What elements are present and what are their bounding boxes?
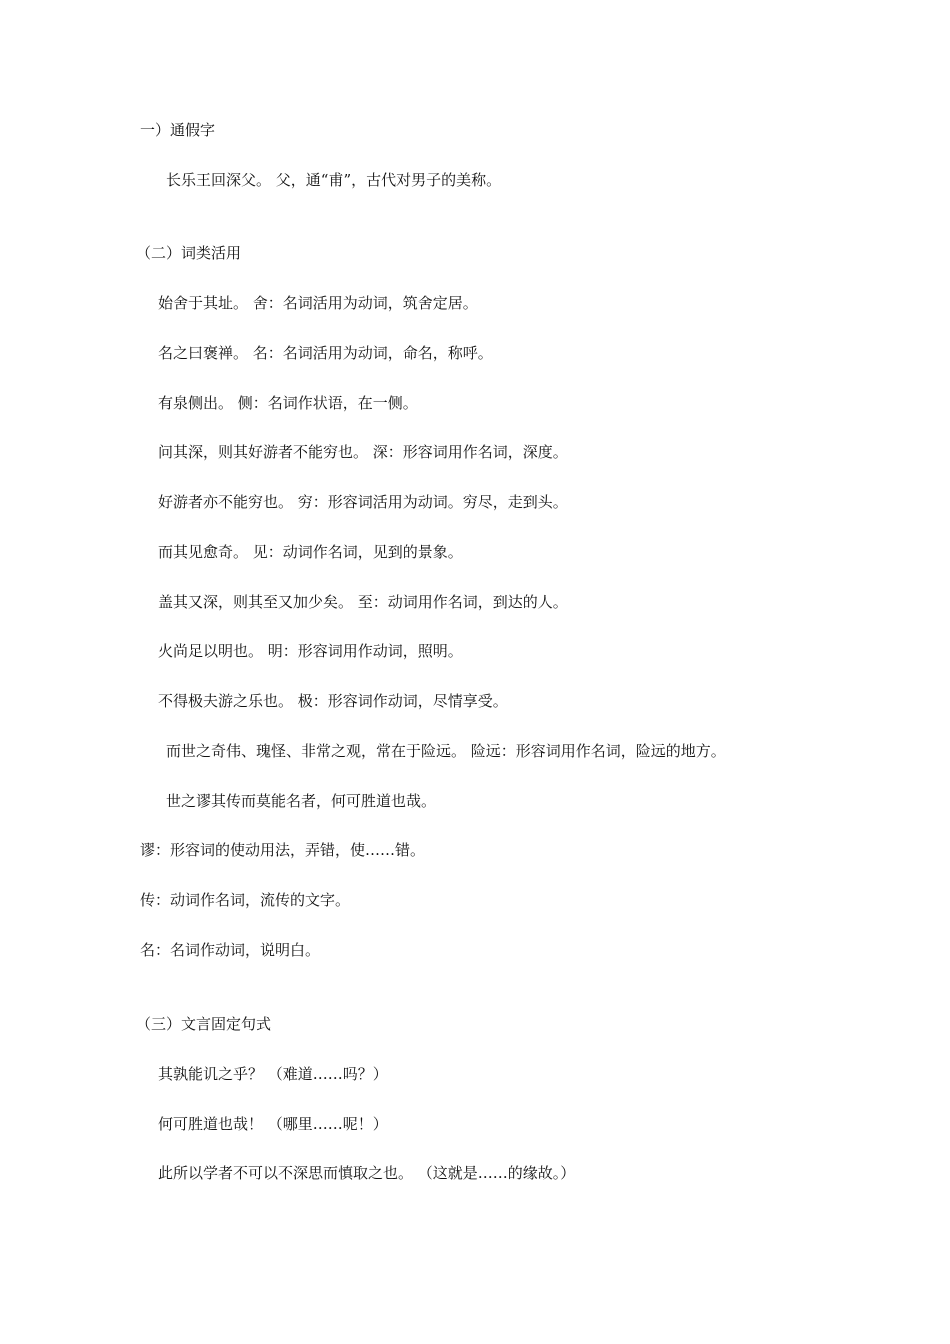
text-line: 问其深，则其好游者不能穷也。 深：形容词用作名词，深度。 [158,443,568,461]
text-line: 其孰能讥之乎？ （难道……吗？） [158,1065,388,1083]
text-line: 世之谬其传而莫能名者，何可胜道也哉。 [166,792,437,810]
text-line: 而其见愈奇。 见：动词作名词，见到的景象。 [158,543,463,561]
text-line: 传：动词作名词，流传的文字。 [140,891,351,909]
text-line: 而世之奇伟、瑰怪、非常之观，常在于险远。 险远：形容词用作名词，险远的地方。 [166,742,726,760]
text-line: 此所以学者不可以不深思而慎取之也。 （这就是……的缘故。） [158,1164,576,1182]
text-line: 好游者亦不能穷也。 穷：形容词活用为动词。穷尽，走到头。 [158,493,568,511]
text-line: 始舍于其址。 舍：名词活用为动词，筑舍定居。 [158,294,478,312]
text-line: 盖其又深，则其至又加少矣。 至：动词用作名词，到达的人。 [158,593,568,611]
text-line: 何可胜道也哉！ （哪里……呢！） [158,1115,388,1133]
section-heading-tongjiazi: 一）通假字 [140,121,216,139]
section-heading-cileihuoyong: （二）词类活用 [136,244,242,262]
text-line: 名之曰褒禅。 名：名词活用为动词，命名，称呼。 [158,344,493,362]
text-line: 名：名词作动词，说明白。 [140,941,321,959]
section-heading-gudingjushi: （三）文言固定句式 [136,1015,272,1033]
text-line: 不得极夫游之乐也。 极：形容词作动词，尽情享受。 [158,692,508,710]
text-line: 长乐王回深父。 父，通“甫”，古代对男子的美称。 [166,171,502,189]
text-line: 有泉侧出。 侧：名词作状语，在一侧。 [158,394,418,412]
text-line: 谬：形容词的使动用法，弄错，使……错。 [140,841,426,859]
text-line: 火尚足以明也。 明：形容词用作动词，照明。 [158,642,463,660]
